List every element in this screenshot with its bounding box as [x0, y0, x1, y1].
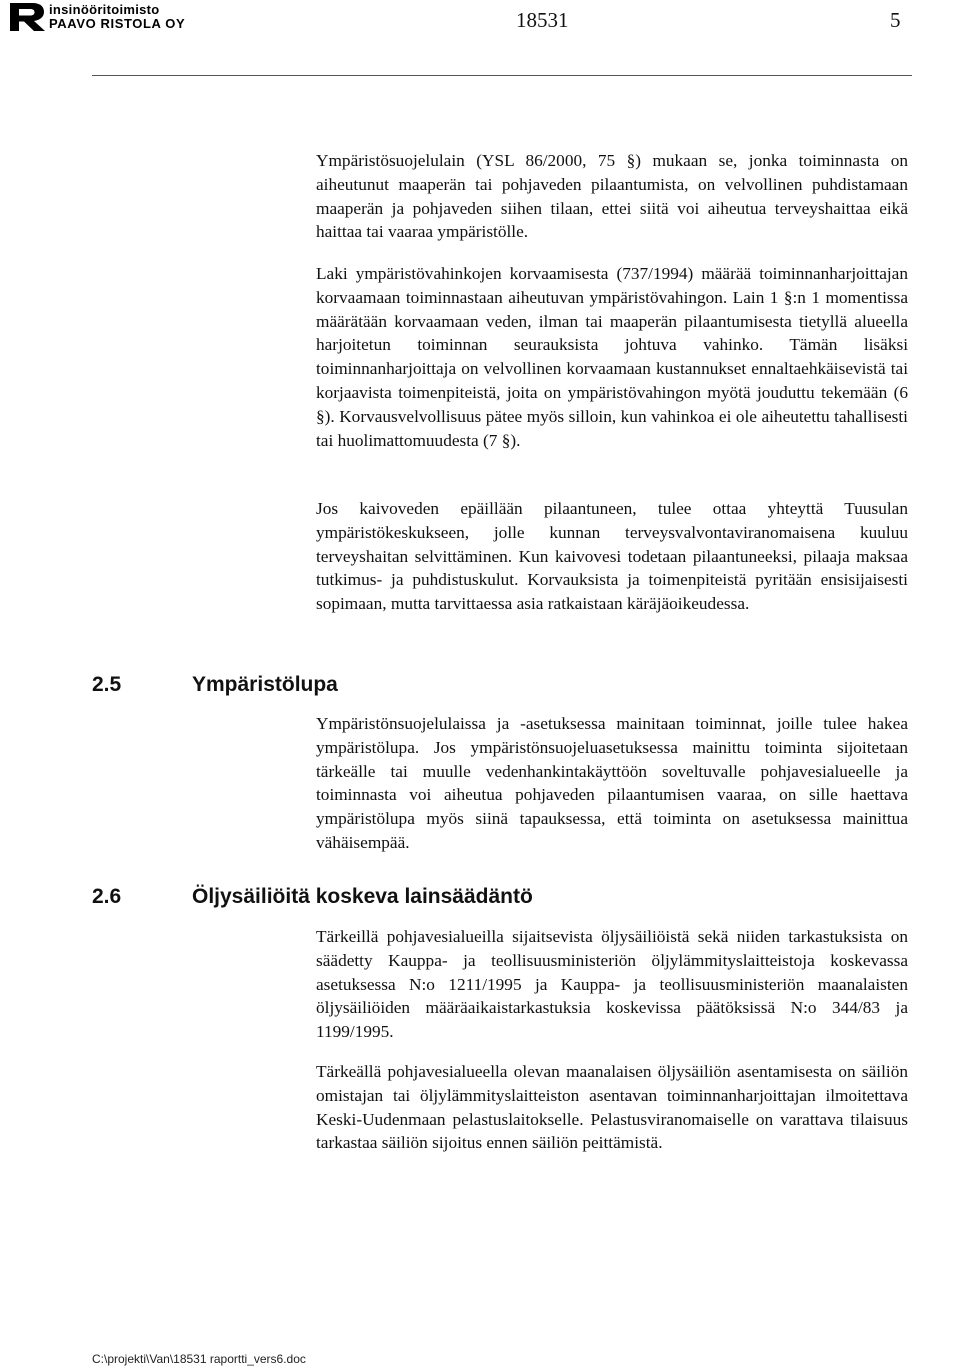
r-logo-icon [8, 2, 46, 32]
document-number: 18531 [516, 8, 569, 32]
paragraph-environmental-damage-law: Laki ympäristövahinkojen korvaamisesta (737/1994) määrää toiminnanharjoittajan korvaamaan toiminnastaan aiheutuvan ympäristövahingon. Lain 1 §:n 1 momentissa määrätään korvaamaan veden, ilman tai maaperän pilaantumisesta tietyllä alueella harjoitetun toiminnan seurauksista johtuva vahinko. Tämän lisäksi toiminnanharjoittaja on velvollinen korvaamaan kustannukset ennaltaehkäisevistä tai korjaavista toimenpiteistä, joita on ympäristövahingon myötä jouduttu tekemään (6 §). Korvausvelvollisuus pätee myös silloin, kun vahinkoa ei ole aiheutettu tahallisesti tai huolimattomuudesta (7 §). [316, 264, 908, 450]
paragraph-environmental-permit: Ympäristönsuojelulaissa ja -asetuksessa mainitaan toiminnat, joille tulee hakea ympäristölupa. Jos ympäristönsuojeluasetuksessa mainittu toiminta sijoitetaan tärkeälle tai muulle vedenhankintakäyttöön soveltuvalle pohjavesialueelle ja toiminnasta voi aiheutua pohjaveden pilaantumisen vaaraa, on sille haettava ympäristölupa myös siinä tapauksessa, että toiminta on asetuksessa mainittua vähäisempää. [316, 714, 908, 852]
paragraph-well-water-contamination: Jos kaivoveden epäillään pilaantuneen, tulee ottaa yhteyttä Tuusulan ympäristökeskukseen, jolle kunnan terveysvalvontaviranomaisena kuuluu terveyshaitan selvittäminen. Kun kaivovesi todetaan pilaantuneeksi, pilaaja maksaa tutkimus- ja puhdistuskulut. Korvauksista ja toimenpiteistä pyritään ensisijaisesti sopimaan, mutta tarvittaessa asia ratkaistaan käräjäoikeudessa. [316, 499, 908, 614]
company-logo [8, 2, 338, 32]
paragraph-oil-tank-regulations: Tärkeillä pohjavesialueilla sijaitsevista öljysäiliöistä sekä niiden tarkastuksista on säädetty Kauppa- ja teollisuusministeriön öljylämmityslaitteistoja koskevassa asetuksessa N:o 1211/1995 ja Kauppa- ja teollisuusministeriön maanalaisten öljysäiliöiden määräaikaistarkastuksia koskevissa päätöksissä N:o 344/83 ja 1199/1995. [316, 927, 908, 1042]
logo-text-line1: insinööritoimisto [49, 2, 160, 17]
footer-file-path: C:\projekti\Van\18531 raportti_vers6.doc [92, 1352, 306, 1366]
section-number: 2.6 [92, 885, 122, 908]
section-number: 2.5 [92, 673, 122, 696]
section-title: Öljysäiliöitä koskeva lainsäädäntö [192, 885, 533, 908]
header-divider [92, 75, 912, 76]
paragraph-oil-tank-installation: Tärkeällä pohjavesialueella olevan maanalaisen öljysäiliön asentamisesta on säiliön omistajan tai öljylämmityslaitteiston asentavan toiminnanharjoittajan ilmoitettava Keski-Uudenmaan pelastuslaitokselle. Pelastusviranomaiselle on varattava tilaisuus tarkastaa säiliön sijoitus ennen säiliön peittämistä. [316, 1062, 908, 1153]
page-number: 5 [890, 8, 901, 32]
paragraph-ysl-liability: Ympäristösuojelulain (YSL 86/2000, 75 §) mukaan se, jonka toiminnasta on aiheutunut maaperän tai pohjaveden pilaantumista, on velvollinen puhdistamaan maaperän ja pohjaveden siihen tilaan, ettei siitä voi aiheutua terveyshaittaa eikä haittaa tai vaaraa ympäristölle. [316, 151, 908, 242]
section-title: Ympäristölupa [192, 673, 338, 696]
logo-text-line2: PAAVO RISTOLA OY [49, 16, 186, 31]
